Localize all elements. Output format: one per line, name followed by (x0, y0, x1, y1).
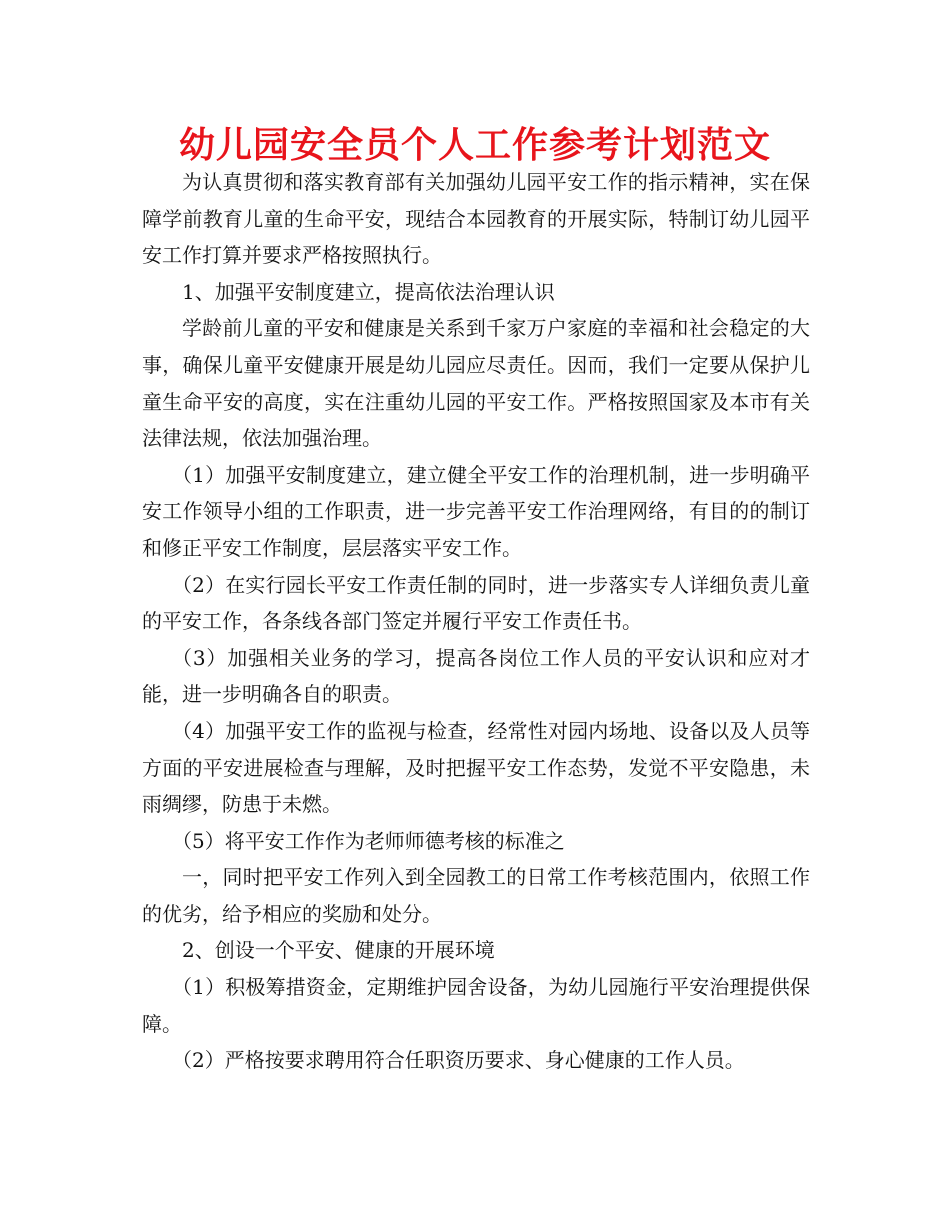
list-item-2-1: （1）积极筹措资金，定期维护园舍设备，为幼儿园施行平安治理提供保障。 (142, 975, 810, 1036)
list-item-1-2: （2）在实行园长平安工作责任制的同时，进一步落实专人详细负责儿童的平安工作，各条线各部门签定并履行平安工作责任书。 (142, 572, 810, 634)
paragraph-section-1: 学龄前儿童的平安和健康是关系到千家万户家庭的幸福和社会稳定的大事，确保儿童平安健康开展是幼儿园应尽责任。因而，我们一定要从保护儿童生命平安的高度，实在注重幼儿园的平安工作。严格按照国家及本市有关法律法规，依法加强治理。 (142, 316, 810, 451)
list-item-1-3: （3）加强相关业务的学习，提高各岗位工作人员的平安认识和应对才能，进一步明确各自的职责。 (142, 645, 810, 707)
list-item-1-1: （1）加强平安制度建立，建立健全平安工作的治理机制，进一步明确平安工作领导小组的工作职责，进一步完善平安工作治理网络，有目的的制订和修正平安工作制度，层层落实平安工作。 (142, 462, 810, 560)
list-item-1-5-continued: 一，同时把平安工作列入到全园教工的日常工作考核范围内，依照工作的优劣，给予相应的奖励和处分。 (142, 865, 810, 926)
list-item-1-4: （4）加强平安工作的监视与检查，经常性对园内场地、设备以及人员等方面的平安进展检查与理解，及时把握平安工作态势，发觉不平安隐患，未雨绸缪，防患于未燃。 (142, 718, 810, 817)
section-heading-1: 1、加强平安制度建立，提高依法治理认识 (182, 279, 555, 304)
list-item-2-2: （2）严格按要求聘用符合任职资历要求、身心健康的工作人员。 (172, 1048, 745, 1073)
section-heading-2: 2、创设一个平安、健康的开展环境 (182, 938, 495, 963)
paragraph-intro: 为认真贯彻和落实教育部有关加强幼儿园平安工作的指示精神，实在保障学前教育儿童的生命平安，现结合本园教育的开展实际，特制订幼儿园平安工作打算并要求严格按照执行。 (142, 170, 810, 268)
document-body (142, 164, 810, 1079)
document-title: 幼儿园安全员个人工作参考计划范文 (178, 125, 771, 166)
list-item-1-5: （5）将平安工作作为老师师德考核的标准之 (172, 828, 565, 853)
